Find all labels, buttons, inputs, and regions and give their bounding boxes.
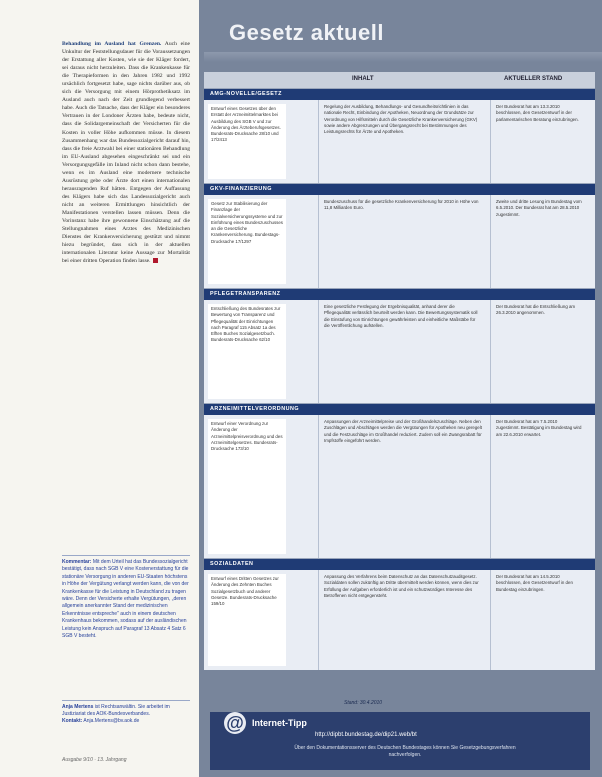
- comment-label: Kommentar:: [62, 559, 92, 565]
- law-panel: [199, 0, 602, 777]
- section-title: PFLEGETRANSPARENZ: [204, 289, 595, 300]
- law-status: Der Bundesrat hat am 13.3.2010 beschlossen, den Gesetzentwurf in der parlamentarischen Beratung einzubringen.: [496, 104, 579, 122]
- stand-date: Stand: 30.4.2010: [344, 700, 383, 706]
- article-body: [62, 40, 190, 265]
- section-title: SOZIALDATEN: [204, 559, 595, 570]
- author-role: ist Rechtsanwältin. Sie arbeitet im Justiziariat des AOK-Bundesverbandes.: [62, 704, 170, 717]
- law-content: Anpassung des Verfahrens beim Datenschutz an das Datenschutzauditgesetz. Sozialdaten sollen zukünftig an Dritte übermittelt werden können, wenn dies zur Erfüllung der Aufgaben erforderlich ist und ein schutzwürdiges Interesse des Betroffenen nicht entgegensteht.: [324, 574, 479, 598]
- section-title: AMG-NOVELLE/GESETZ: [204, 89, 595, 100]
- tip-link[interactable]: http://dipbt.bundestag.de/dip21.web/bt: [315, 732, 417, 738]
- article-text: Auch eine Unkultur der Feststellungsdauer für die Voraussetzungen der Erstattung aller Kosten, wie sie der Kläger fordert, sei daraus nicht herzuleiten. Dass die Krankenkasse für die Therapieformen in den Jahren 1982 und 1992 ursächlich fortgesetzt habe, sage nichts darüber aus, ob sich die Versorgung mit einem Hörprothetiksatz im Ausland auch nach der Zeit grundlegend verbessert habe. Auch die Tatsache, dass der Kläger ein besonderes Vertrauen in der Londoner Ärzten habe, bedeute nicht, dass die Solidargemeinschaft der Versicherten für die Kosten in voller Höhe aufkommen müsse. In diesem Zusammenhang war das Bundessozialgericht darauf hin, dass die freie Arztwahl bei einer stationären Behandlung im EU-Ausland abgesehen eingeschränkt sei und ein Versorgungsgefälle im Inland nicht schon dann bestehe, wenn es im Ausland eine modernere technische Ausrüstung gebe oder Ärzte dort einen internationalen herausragenden Ruf hätten. Entgegen der Auffassung des Klägers habe sich das Landessozialgericht auch nicht an weiteren Ermittlungen hinsichtlich der Manifestationen verstellen lassen müssen. Denn die Vorinstanz habe ihre gewonnene Einschätzung auf die Stellungnahmen eines Arztes des Medizinischen Dienstes der Krankenversicherung gestützt und nimmt hiezu begründet, dass sich in der aktuellen internationalen Literatur keine Aussage zur Mortalität bei einer dritten Operation finden lasse.: [62, 41, 190, 265]
- panel-title: Gesetz aktuell: [229, 20, 384, 45]
- law-title: Entwurf eines Dritten Gesetzes zur Änderung des Zehnten Buches Sozialgesetzbuch und anderer Gesetze. Bundesrats-Drucksache 159/10: [208, 574, 286, 666]
- law-table: [204, 72, 595, 670]
- table-row: [204, 88, 595, 183]
- tip-title: Internet-Tipp: [252, 718, 307, 728]
- contact-label: Kontakt:: [62, 718, 83, 724]
- title-divider: [204, 52, 602, 62]
- law-content: Anpassungen der Arzneimittelpreise und der Großhandelszuschläge. Neben den Zuschlägen und Abschlägen werden die Vergütungen für Apotheken neu geregelt und die Festzuschläge im Großhandel reduziert. Zudem soll ein Zwangsrabatt für Impfstoffe eingeführt werden.: [324, 419, 482, 443]
- law-content: Bundeszuschuss für die gesetzliche Krankenversicherung für 2010 in Höhe von 11,8 Milliarden Euro.: [324, 199, 479, 211]
- law-title: Entwurf eines Gesetzes über den Erstatt der Arzneimittelmarktes bei Ausbildung des SGB V und zur Änderung des Ärzteberufsgesetzes. Bundesrats-Drucksache 28/10 und 17/2413: [208, 104, 286, 179]
- comment-text: Mit dem Urteil hat das Bundessozialgericht bestätigt, dass nach SGB V eine Kostenerstattung für die stationäre Versorgung in anderen EU-Staaten höchstens in Höhe der Vergütung verlangt werden kann, die von der Krankenkasse für die Leistung in Deutschland zu tragen wäre. Denn der Versicherte erhalte Vergütungen, „deren allgemein anerkannter Stand der medizinischen Erkenntnisse entspreche" auch in einem deutschen Krankenhaus bekommen, sodass auf der ausländischen Leistung kein Anspruch auf Paragraf 13 Absatz 4 Satz 6 SGB V besteht.: [62, 559, 189, 640]
- law-content: Eine gesetzliche Festlegung der Ergebnisqualität, anhand derer die Pflegequalität verlässlich beurteilt werden kann. Die Bewertungssystematik soll die Einstufung von Einrichtungen gewährleisten und einheitliche Maßstäbe für die Veröffentlichung aufstellen.: [324, 304, 478, 328]
- law-status: Zweite und dritte Lesung im Bundestag vom 6.5.2010. Der Bundesrat hat am 28.5.2010 zugestimmt.: [496, 199, 582, 217]
- footer-issue: Ausgabe 9/10 · 13. Jahrgang: [62, 757, 127, 763]
- col-inhalt: INHALT: [352, 76, 374, 82]
- tip-text: Über den Dokumentationsserver des Deutschen Bundestages können Sie Gesetzgebungsverfahren nachverfolgen.: [294, 745, 516, 758]
- table-row: [204, 403, 595, 558]
- law-title: Gesetz zur Stabilisierung der Finanzlage der Sozialversicherungssysteme und zur Einführung eines Bundeszuschusses an die Gesetzliche Krankenversicherung. Bundestags-Drucksache 17/1297: [208, 199, 286, 284]
- col-stand: AKTUELLER STAND: [504, 76, 563, 82]
- article-lead: Behandlung im Ausland hat Grenzen.: [62, 41, 162, 47]
- internet-tip: [210, 712, 590, 770]
- table-header: [204, 72, 595, 88]
- at-icon: @: [224, 712, 246, 734]
- law-status: Der Bundesrat hat am 14.5.2010 beschlossen, den Gesetzentwurf in den Bundestag einzubringen.: [496, 574, 573, 592]
- contact-email[interactable]: Anja.Mertens@bv.aok.de: [83, 718, 140, 724]
- section-title: ARZNEIMITTELVERORDNUNG: [204, 404, 595, 415]
- law-title: Entwurf einer Verordnung zur Änderung der Arzneimittelpreisverordnung und des Arzneimittelgesetzes. Bundesrats-Drucksache 173/10: [208, 419, 286, 554]
- comment-box: [62, 555, 190, 640]
- law-content: Regelung der Ausbildung, Behandlungs- und Gesundheitsrichtlinien in das nationale Recht, Einbindung der Apotheken, Neuordnung der Grundsätze zur Verordnung von Hilfsmitteln durch die Gesetzliche Krankenversicherung (GKV) sowie andere Abgrenzungen und Übergangsrecht bei Bestimmungen des Leistungsrechts für Ärzte und Apotheken.: [324, 104, 478, 135]
- table-row: [204, 288, 595, 403]
- law-title: Entschließung des Bundesrates zur Bewertung von Transparenz und Pflegequalität der Einrichtungen nach Paragraf 115 Absatz 1a des Elften Buches Sozialgesetzbuch. Bundesrats-Drucksache 62/10: [208, 304, 286, 399]
- table-row: [204, 558, 595, 670]
- law-status: Der Bundesrat hat am 7.5.2010 zugestimmt. Bestätigung im Bundestag wird am 22.6.2010 erwartet.: [496, 419, 582, 437]
- section-title: GKV-FINANZIERUNG: [204, 184, 595, 195]
- end-mark-icon: [153, 258, 158, 263]
- law-status: Der Bundesrat hat die Entschließung am 26.3.2010 angenommen.: [496, 304, 576, 316]
- author-name: Anja Mertens: [62, 704, 94, 710]
- author-box: [62, 700, 190, 725]
- table-row: [204, 183, 595, 288]
